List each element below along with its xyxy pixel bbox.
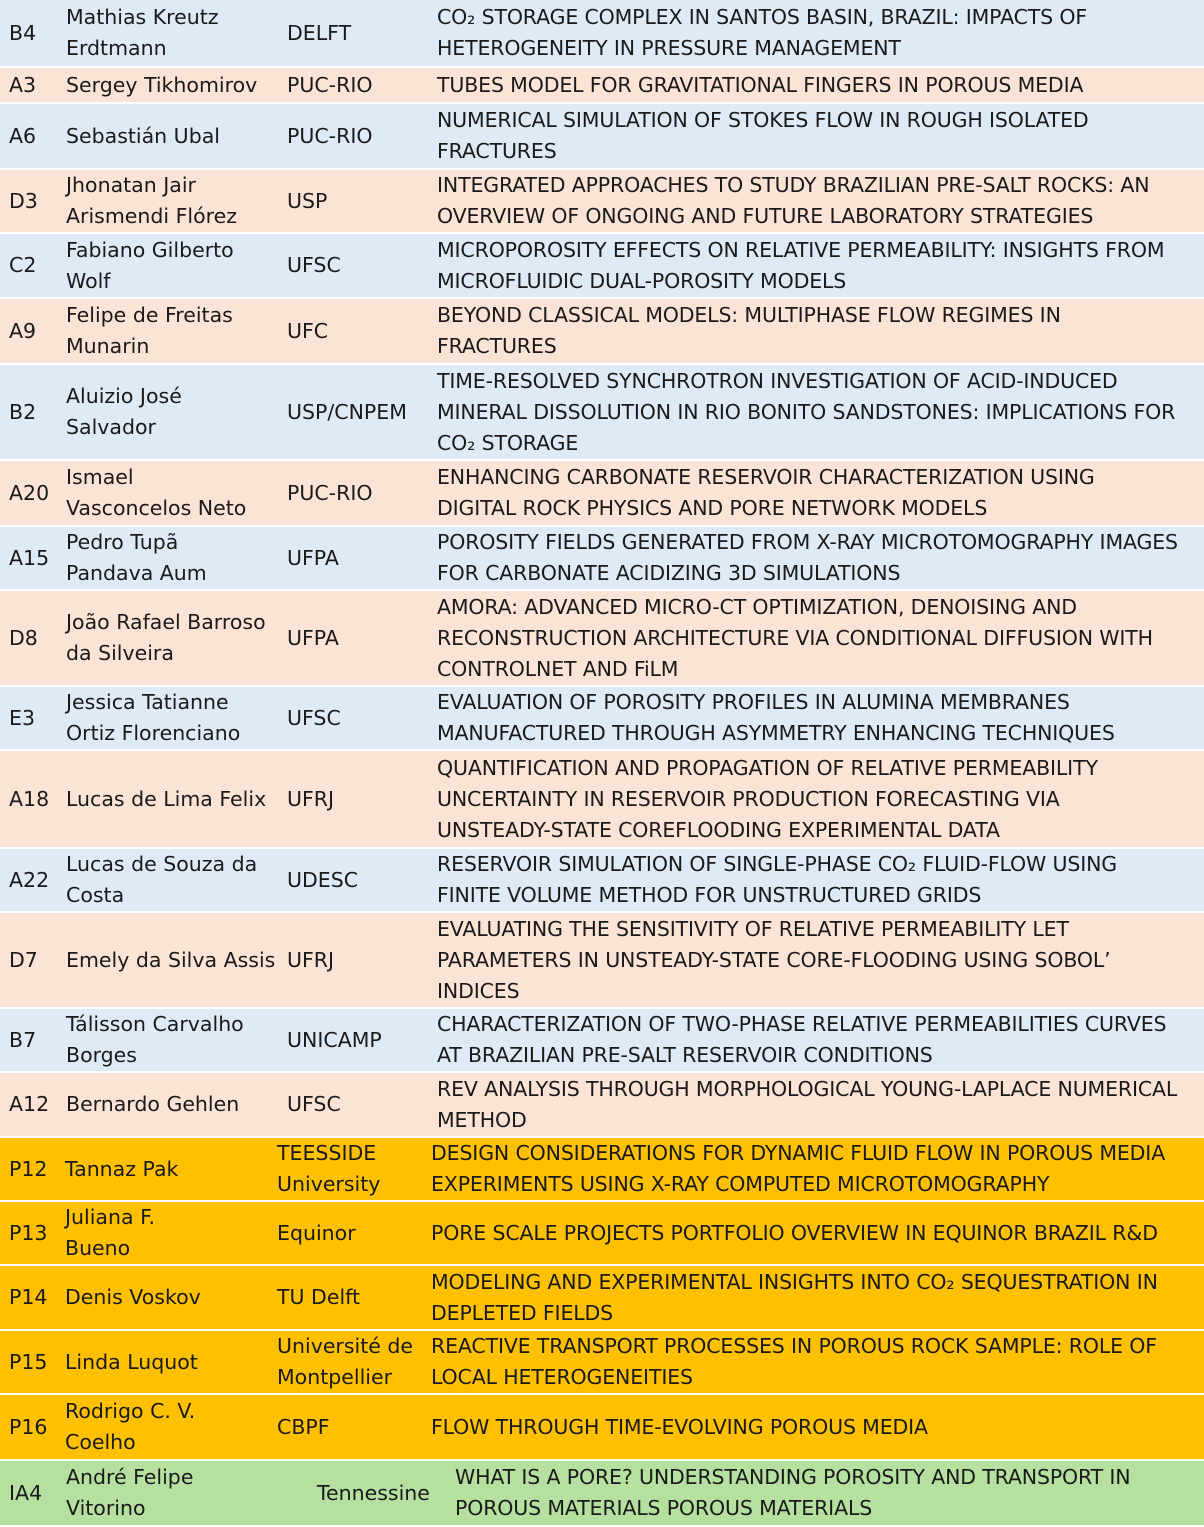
table-row <box>0 1009 1204 1073</box>
session-code: A18 <box>9 786 50 811</box>
institution: USP <box>287 188 328 213</box>
table-row <box>0 1073 1204 1138</box>
institution: UFSC <box>287 253 341 277</box>
presenter-name: Lucas de Lima Felix <box>66 786 267 811</box>
presenter-name: Denis Voskov <box>65 1285 201 1309</box>
table-row <box>0 234 1204 299</box>
institution: UFPA <box>287 625 339 650</box>
table-row <box>0 913 1204 1009</box>
session-code: B4 <box>9 20 37 45</box>
institution: UFPA <box>287 545 339 570</box>
institution: UFSC <box>287 705 341 730</box>
talk-title: MICROPOROSITY EFFECTS ON RELATIVE PERMEABILITY: INSIGHTS FROM MICROFLUIDIC DUAL-POROSITY MODELS <box>437 237 1165 293</box>
institution: Equinor <box>277 1220 356 1245</box>
institution: USP/CNPEM <box>287 399 407 424</box>
table-row <box>0 461 1204 527</box>
session-code: A22 <box>9 867 50 892</box>
table-row <box>0 170 1204 234</box>
table-row <box>0 849 1204 913</box>
talk-title: QUANTIFICATION AND PROPAGATION OF RELATIVE PERMEABILITY UNCERTAINTY IN RESERVOIR PRODUCTION FORECASTING VIA UNSTEADY-STATE COREFLOODING EXPERIMENTAL DATA <box>437 755 1098 842</box>
table-row <box>0 1331 1204 1395</box>
talk-title: PORE SCALE PROJECTS PORTFOLIO OVERVIEW IN EQUINOR BRAZIL R&D <box>431 1220 1158 1245</box>
talk-title: REACTIVE TRANSPORT PROCESSES IN POROUS ROCK SAMPLE: ROLE OF LOCAL HETEROGENEITIES <box>431 1334 1157 1389</box>
talk-title: BEYOND CLASSICAL MODELS: MULTIPHASE FLOW REGIMES IN FRACTURES <box>437 303 1061 358</box>
institution: UFRJ <box>287 947 335 972</box>
institution: UFC <box>287 318 329 343</box>
presenter-name: Lucas de Souza da Costa <box>66 852 258 907</box>
session-code: A9 <box>9 318 37 343</box>
session-code: A6 <box>9 123 37 148</box>
presenter-name: Tannaz Pak <box>65 1156 179 1181</box>
presenter-name: Jessica Tatianne Ortiz Florenciano <box>66 690 241 745</box>
institution: PUC-RIO <box>287 480 373 505</box>
talk-title: REV ANALYSIS THROUGH MORPHOLOGICAL YOUNG-LAPLACE NUMERICAL METHOD <box>437 1076 1178 1132</box>
presenter-name: Pedro Tupã Pandava Aum <box>66 530 207 585</box>
institution: PUC-RIO <box>287 72 373 97</box>
talk-title: EVALUATING THE SENSITIVITY OF RELATIVE PERMEABILITY LET PARAMETERS IN UNSTEADY-STATE CORE-FLOODING USING SOBOL’ INDICES <box>437 916 1111 1003</box>
talk-title: MODELING AND EXPERIMENTAL INSIGHTS INTO CO₂ SEQUESTRATION IN DEPLETED FIELDS <box>431 1269 1158 1325</box>
table-row <box>0 1138 1204 1202</box>
talk-title: RESERVOIR SIMULATION OF SINGLE-PHASE CO₂ FLUID-FLOW USING FINITE VOLUME METHOD FOR UNSTRUCTURED GRIDS <box>437 852 1118 907</box>
institution: CBPF <box>277 1414 330 1439</box>
talk-title: FLOW THROUGH TIME-EVOLVING POROUS MEDIA <box>431 1414 928 1439</box>
institution: UFSC <box>287 1092 341 1116</box>
session-code: A15 <box>9 545 50 570</box>
table-row <box>0 0 1204 68</box>
institution: UDESC <box>287 867 359 892</box>
presenter-name: André Felipe Vitorino <box>66 1465 194 1520</box>
presenter-name: Sebastián Ubal <box>66 123 220 148</box>
session-code: E3 <box>9 705 35 730</box>
talk-title: AMORA: ADVANCED MICRO-CT OPTIMIZATION, DENOISING AND RECONSTRUCTION ARCHITECTURE VIA CONDITIONAL DIFFUSION WITH CONTROLNET AND FiLM <box>437 594 1153 681</box>
talk-title: CO₂ STORAGE COMPLEX IN SANTOS BASIN, BRAZIL: IMPACTS OF HETEROGENEITY IN PRESSURE MANAGEMENT <box>437 5 1087 60</box>
table-row <box>0 527 1204 591</box>
table-row <box>0 591 1204 687</box>
session-code: IA4 <box>9 1480 43 1505</box>
presenter-name: Juliana F. Bueno <box>65 1205 156 1260</box>
presenter-name: Aluizio José Salvador <box>66 384 182 439</box>
institution: UFRJ <box>287 786 335 811</box>
presenter-name: Ismael Vasconcelos Neto <box>66 465 247 520</box>
session-code: D8 <box>9 625 38 650</box>
presenter-name: Mathias Kreutz Erdtmann <box>66 5 219 60</box>
presenter-name: Emely da Silva Assis <box>66 947 276 972</box>
session-code: A20 <box>9 480 50 505</box>
talk-title: ENHANCING CARBONATE RESERVOIR CHARACTERIZATION USING DIGITAL ROCK PHYSICS AND PORE NETWORK MODELS <box>437 465 1095 520</box>
table-row <box>0 299 1204 365</box>
presenter-name: Bernardo Gehlen <box>66 1092 240 1116</box>
table-row <box>0 751 1204 849</box>
talk-title: NUMERICAL SIMULATION OF STOKES FLOW IN ROUGH ISOLATED FRACTURES <box>437 108 1089 163</box>
table-row <box>0 1266 1204 1331</box>
institution: UNICAMP <box>287 1027 382 1052</box>
session-code: P16 <box>9 1414 48 1439</box>
institution: TEESSIDE University <box>277 1141 381 1196</box>
institution: PUC-RIO <box>287 123 373 148</box>
session-code: A12 <box>9 1092 50 1116</box>
session-code: P12 <box>9 1156 48 1181</box>
session-code: B2 <box>9 399 37 424</box>
talk-title: WHAT IS A PORE? UNDERSTANDING POROSITY AND TRANSPORT IN POROUS MATERIALS POROUS MATERIALS <box>455 1465 1131 1520</box>
presenter-name: Felipe de Freitas Munarin <box>66 303 233 358</box>
presenter-name: Linda Luquot <box>65 1349 198 1374</box>
institution: Tennessine <box>317 1480 430 1505</box>
table-row <box>0 687 1204 751</box>
session-code: C2 <box>9 253 37 277</box>
session-code: A3 <box>9 72 37 97</box>
institution: DELFT <box>287 20 352 45</box>
session-code: P14 <box>9 1285 48 1309</box>
talk-title: EVALUATION OF POROSITY PROFILES IN ALUMINA MEMBRANES MANUFACTURED THROUGH ASYMMETRY ENHANCING TECHNIQUES <box>437 690 1115 745</box>
table-row <box>0 365 1204 461</box>
presenter-name: Sergey Tikhomirov <box>66 72 258 97</box>
presenter-name: Rodrigo C. V. Coelho <box>65 1399 196 1454</box>
talk-title: TUBES MODEL FOR GRAVITATIONAL FINGERS IN POROUS MEDIA <box>437 72 1084 97</box>
session-code: P13 <box>9 1220 48 1245</box>
presenter-name: Jhonatan Jair Arismendi Flórez <box>66 173 238 228</box>
talk-title: INTEGRATED APPROACHES TO STUDY BRAZILIAN PRE-SALT ROCKS: AN OVERVIEW OF ONGOING AND FUTURE LABORATORY STRATEGIES <box>437 173 1150 228</box>
table-row <box>0 1461 1204 1527</box>
session-code: D7 <box>9 947 38 972</box>
institution: TU Delft <box>277 1285 361 1309</box>
talk-title: DESIGN CONSIDERATIONS FOR DYNAMIC FLUID FLOW IN POROUS MEDIA EXPERIMENTS USING X-RAY COMPUTED MICROTOMOGRAPHY <box>431 1141 1166 1196</box>
talk-title: TIME-RESOLVED SYNCHROTRON INVESTIGATION OF ACID-INDUCED MINERAL DISSOLUTION IN RIO BONITO SANDSTONES: IMPLICATIONS FOR CO₂ STORAGE <box>437 368 1176 455</box>
session-code: P15 <box>9 1349 48 1374</box>
talk-title: POROSITY FIELDS GENERATED FROM X-RAY MICROTOMOGRAPHY IMAGES FOR CARBONATE ACIDIZING 3D SIMULATIONS <box>437 530 1178 585</box>
presenter-name: João Rafael Barroso da Silveira <box>66 610 266 665</box>
table-row <box>0 68 1204 104</box>
session-code: D3 <box>9 188 38 213</box>
table-row <box>0 104 1204 170</box>
presenter-name: Tálisson Carvalho Borges <box>66 1012 244 1067</box>
institution: Université de Montpellier <box>277 1334 414 1389</box>
table-row <box>0 1202 1204 1266</box>
presenter-name: Fabiano Gilberto Wolf <box>66 237 234 293</box>
talk-title: CHARACTERIZATION OF TWO-PHASE RELATIVE PERMEABILITIES CURVES AT BRAZILIAN PRE-SALT RESERVOIR CONDITIONS <box>437 1012 1167 1067</box>
table-row <box>0 1395 1204 1461</box>
session-code: B7 <box>9 1027 37 1052</box>
